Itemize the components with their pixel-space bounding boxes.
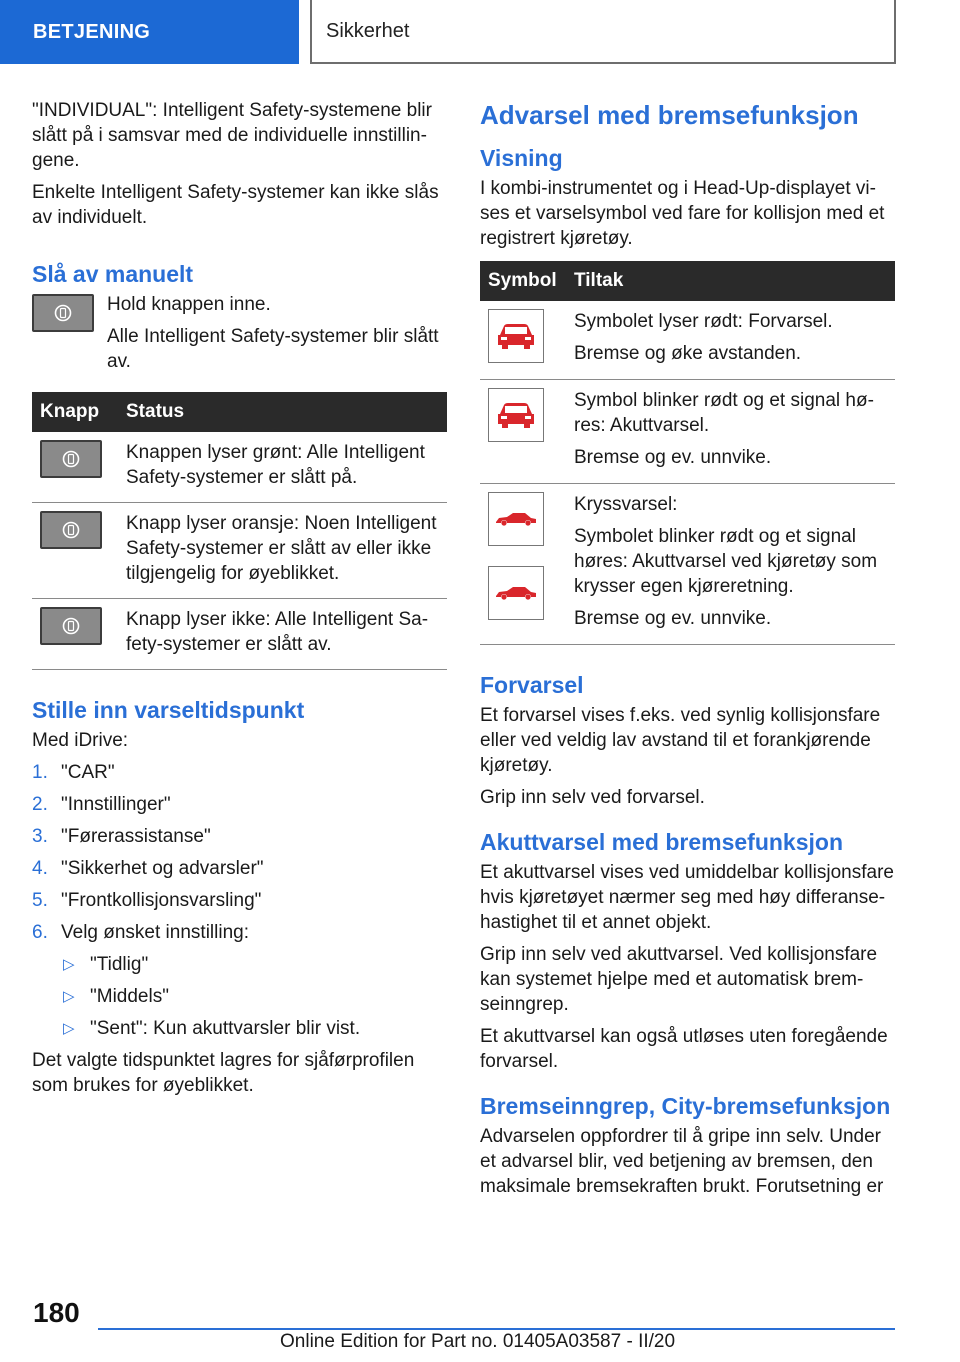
footer-divider: [98, 1328, 895, 1330]
timing-options: [32, 952, 447, 1041]
list-item: ▷ "Tidlig": [63, 954, 149, 975]
chapter-title: Sikkerhet: [326, 19, 410, 42]
list-item: ▷ "Sent": Kun akuttvarsler blir vist.: [63, 1018, 361, 1039]
table-row: [32, 432, 447, 503]
city-text-1: Advarselen oppfordrer til å gripe inn selv. Under et advarsel blir, ved betjening av bremsen, den maksimale bremsekraften brukt. Forutsetning er: [480, 1126, 884, 1197]
list-item: 4. "Sikkerhet og advarsler": [32, 858, 264, 879]
table-row: [480, 484, 895, 645]
acute-text-3: Et akuttvarsel kan også utløses uten foregående forvarsel.: [480, 1026, 888, 1072]
status-text: Knappen lyser grønt: Alle Intelligent Safety-systemer er slått på.: [118, 432, 447, 503]
safety-button-icon: [32, 294, 94, 332]
list-item: 2. "Innstillinger": [32, 794, 171, 815]
car-side-warning-icon: [488, 566, 544, 620]
triangle-bullet-icon: ▷: [63, 988, 75, 1005]
prewarning-text-1: Et forvarsel vises f.eks. ved synlig kollisjonsfare eller ved veldig lav avstand til et forankjørende kjøretøy.: [480, 705, 881, 776]
list-item: ▷ "Middels": [63, 986, 169, 1007]
status-table: [32, 392, 447, 670]
status-table-header-status: Status: [118, 392, 447, 432]
intro-paragraph-1: "INDIVIDUAL": Intelligent Safety-systemene blir slått på i samsvar med de individuelle innstillin‐gene.: [32, 100, 432, 171]
timing-steps: [32, 760, 447, 945]
action-text: Symbolet lyser rødt: Forvarsel.: [574, 311, 833, 332]
list-item: 5. "Frontkollisjonsvarsling": [32, 890, 262, 911]
section-title-main: Advarsel med bremsefunksjon: [480, 100, 859, 130]
action-text: Bremse og ev. unnvike.: [574, 447, 772, 468]
section-tab: [0, 0, 299, 64]
page-number: 180: [33, 1297, 80, 1328]
action-text: Bremse og ev. unnvike.: [574, 608, 772, 629]
prewarning-text-2: Grip inn selv ved forvarsel.: [480, 787, 705, 808]
manual-section: [32, 292, 447, 374]
list-item: 1. "CAR": [32, 762, 115, 783]
acute-text-1: Et akuttvarsel vises ved umiddelbar kollisjonsfare hvis kjøretøyet nærmer seg med høy differanse‐hastighet til et annet objekt.: [480, 862, 894, 933]
action-text: Kryssvarsel:: [574, 494, 678, 515]
display-heading: Visning: [480, 145, 563, 171]
acute-text-2: Grip inn selv ved akuttvarsel. Ved kollisjonsfare kan systemet hjelpe med et automatisk brem‐seinngrep.: [480, 944, 878, 1015]
timing-lead: Med iDrive:: [32, 730, 129, 751]
action-text: Symbolet blinker rødt og et signal høres: Akuttvarsel ved kjøretøy som krysser egen kjøreretning.: [574, 526, 878, 597]
safety-button-icon: [40, 607, 102, 645]
chapter-tab: [310, 0, 896, 64]
status-text: Knapp lyser oransje: Noen Intelligent Safety-systemer er slått av eller ikke tilgjengelig for øyeblikket.: [118, 503, 447, 599]
table-row: [480, 301, 895, 380]
intro-paragraph-2: Enkelte Intelligent Safety-systemer kan ikke slås av individuelt.: [32, 182, 439, 228]
symbol-table: [480, 261, 895, 645]
car-rear-warning-icon: [488, 388, 544, 442]
table-row: [32, 599, 447, 670]
symbol-table-header-symbol: Symbol: [480, 261, 566, 301]
safety-button-icon: [40, 440, 102, 478]
triangle-bullet-icon: ▷: [63, 956, 75, 973]
edition-text: Online Edition for Part no. 01405A03587 - II/20: [280, 1331, 676, 1352]
section-title: BETJENING: [33, 20, 151, 43]
action-text: Bremse og øke avstanden.: [574, 343, 802, 364]
safety-button-icon: [40, 511, 102, 549]
car-side-warning-icon: [488, 492, 544, 546]
action-text: Symbol blinker rødt og et signal hø‐res: Akuttvarsel.: [574, 390, 874, 436]
city-heading: Bremseinngrep, City-bremsefunksjon: [480, 1093, 891, 1119]
triangle-bullet-icon: ▷: [63, 1020, 75, 1037]
table-row: [32, 503, 447, 599]
timing-heading: Stille inn varseltidspunkt: [32, 697, 305, 723]
symbol-table-header-action: Tiltak: [566, 261, 895, 301]
left-column: [32, 98, 447, 1105]
status-text: Knapp lyser ikke: Alle Intelligent Sa‐fety-systemer er slått av.: [118, 599, 447, 670]
table-row: [480, 380, 895, 484]
display-text: I kombi-instrumentet og i Head-Up-displayet vi‐ses et varselsymbol ved fare for kollisjon med et registrert kjøretøy.: [480, 178, 885, 249]
timing-closing: Det valgte tidspunktet lagres for sjåførprofilen som brukes for øyeblikket.: [32, 1050, 415, 1096]
prewarning-heading: Forvarsel: [480, 672, 584, 698]
right-column: [480, 98, 895, 1206]
manual-heading: Slå av manuelt: [32, 261, 194, 287]
manual-line-1: Hold knappen inne.: [107, 294, 271, 315]
acute-heading: Akuttvarsel med bremsefunksjon: [480, 829, 844, 855]
list-item: 3. "Førerassistanse": [32, 826, 211, 847]
list-item: 6. Velg ønsket innstilling:: [32, 922, 249, 943]
status-table-header-button: Knapp: [32, 392, 118, 432]
manual-line-2: Alle Intelligent Safety-systemer blir slått av.: [107, 326, 439, 372]
car-rear-warning-icon: [488, 309, 544, 363]
